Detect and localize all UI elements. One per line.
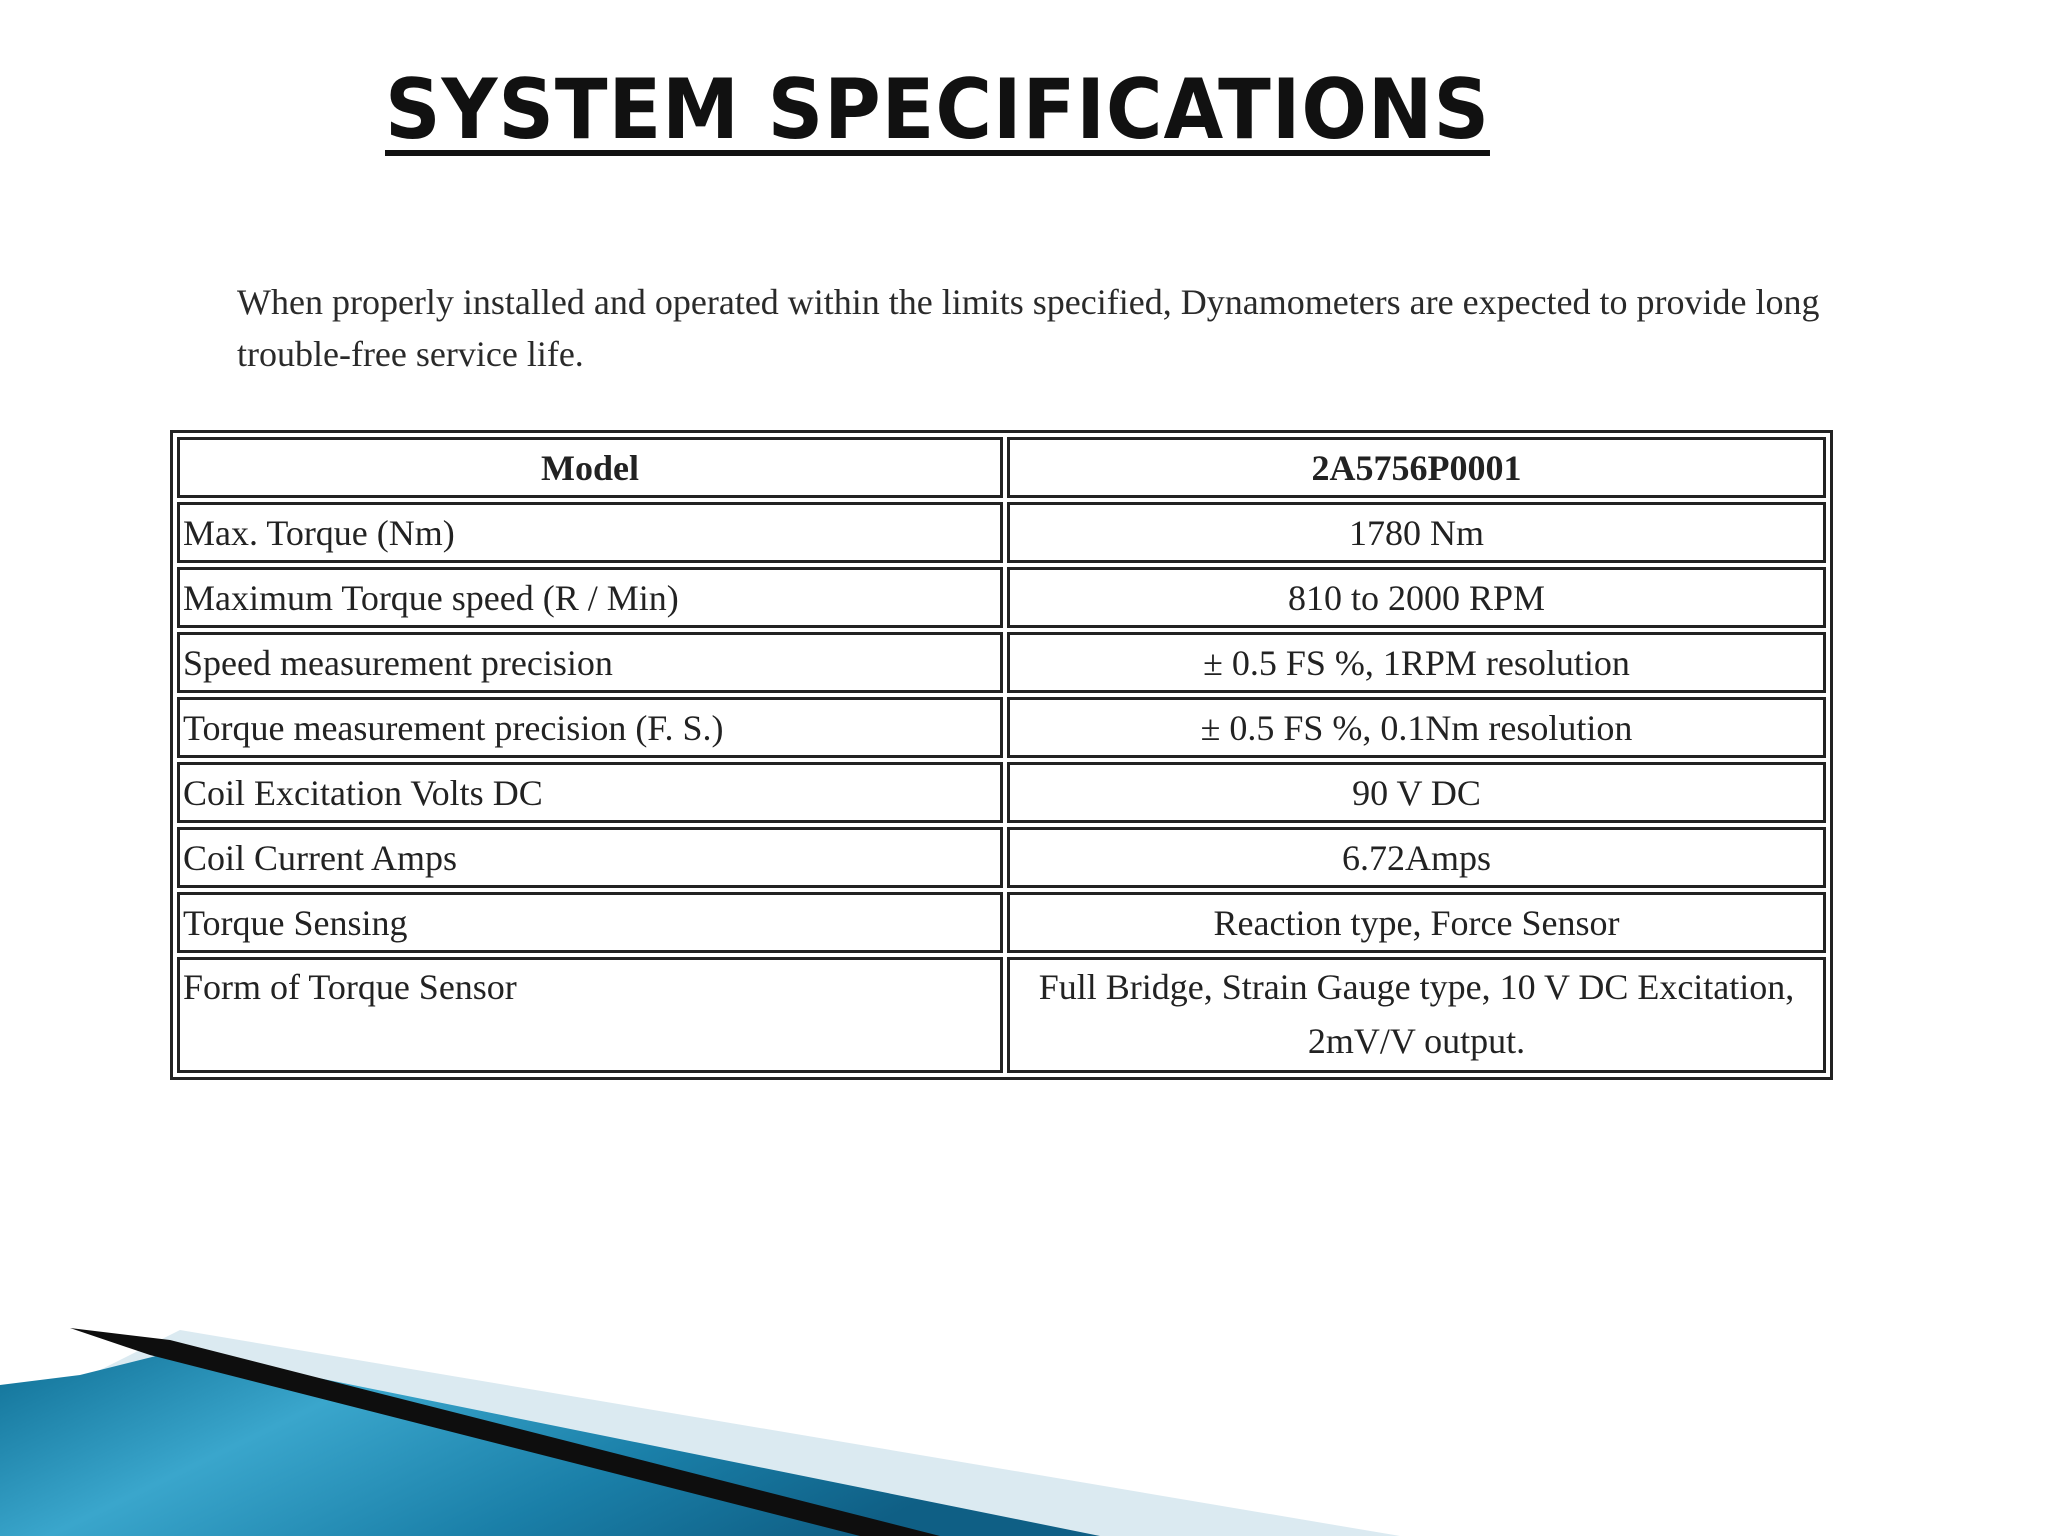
spec-value: Reaction type, Force Sensor (1007, 892, 1826, 953)
page-title: SYSTEM SPECIFICATIONS (385, 61, 1490, 158)
spec-param: Max. Torque (Nm) (177, 502, 1003, 563)
spec-value: 1780 Nm (1007, 502, 1826, 563)
header-model-label: Model (177, 437, 1003, 498)
spec-param: Form of Torque Sensor (177, 957, 1003, 1073)
table-header-row (177, 437, 1826, 498)
spec-param: Torque Sensing (177, 892, 1003, 953)
table-row (177, 957, 1826, 1073)
table-row (177, 567, 1826, 628)
spec-value: ± 0.5 FS %, 1RPM resolution (1007, 632, 1826, 693)
spec-param: Torque measurement precision (F. S.) (177, 697, 1003, 758)
spec-param: Coil Current Amps (177, 827, 1003, 888)
specifications-table (170, 430, 1833, 1080)
spec-value: 810 to 2000 RPM (1007, 567, 1826, 628)
table-row (177, 892, 1826, 953)
spec-value: 6.72Amps (1007, 827, 1826, 888)
table-row (177, 502, 1826, 563)
spec-param: Speed measurement precision (177, 632, 1003, 693)
table-row (177, 827, 1826, 888)
table-row (177, 697, 1826, 758)
spec-param: Coil Excitation Volts DC (177, 762, 1003, 823)
spec-value: Full Bridge, Strain Gauge type, 10 V DC Excitation, 2mV/V output. (1007, 957, 1826, 1073)
spec-value: ± 0.5 FS %, 0.1Nm resolution (1007, 697, 1826, 758)
spec-param: Maximum Torque speed (R / Min) (177, 567, 1003, 628)
spec-value: 90 V DC (1007, 762, 1826, 823)
intro-paragraph: When properly installed and operated within the limits specified, Dynamometers are expected to provide long trouble-free service life. (237, 282, 1820, 374)
header-model-value: 2A5756P0001 (1007, 437, 1826, 498)
table-row (177, 632, 1826, 693)
table-row (177, 762, 1826, 823)
